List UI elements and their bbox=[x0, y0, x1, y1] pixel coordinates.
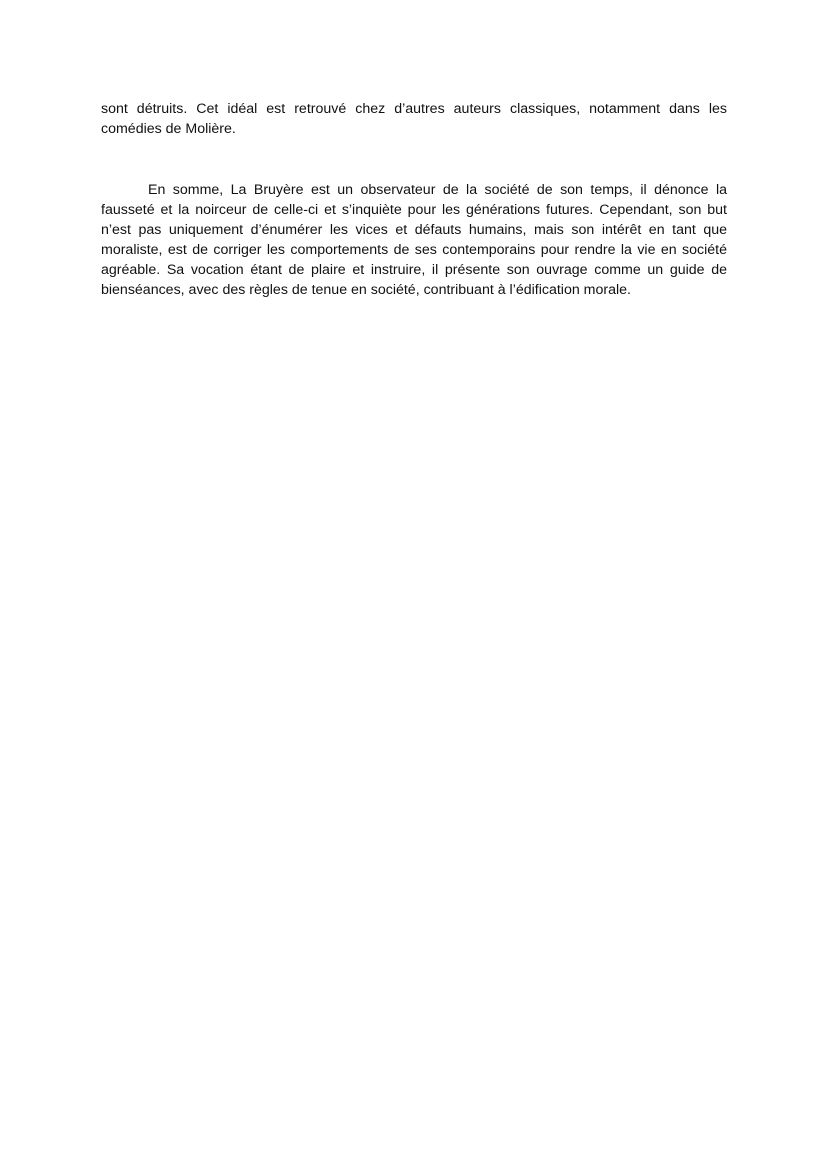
paragraph-continuation: sont détruits. Cet idéal est retrouvé chez d’autres auteurs classiques, notamment dans les comédies de Molière. bbox=[101, 101, 727, 138]
paragraph-conclusion: En somme, La Bruyère est un observateur de la société de son temps, il dénonce la fausseté et la noirceur de celle-ci et s’inquiète pour les générations futures. Cependant, son but n’est pas uniquement d’énumérer les vices et défauts humains, mais son intérêt en tant que moraliste, est de corriger les comportements de ses contemporains pour rendre la vie en société agréable. Sa vocation étant de plaire et instruire, il présente son ouvrage comme un guide de bienséances, avec des règles de tenue en société, contribuant à l’édification morale. bbox=[101, 182, 727, 299]
